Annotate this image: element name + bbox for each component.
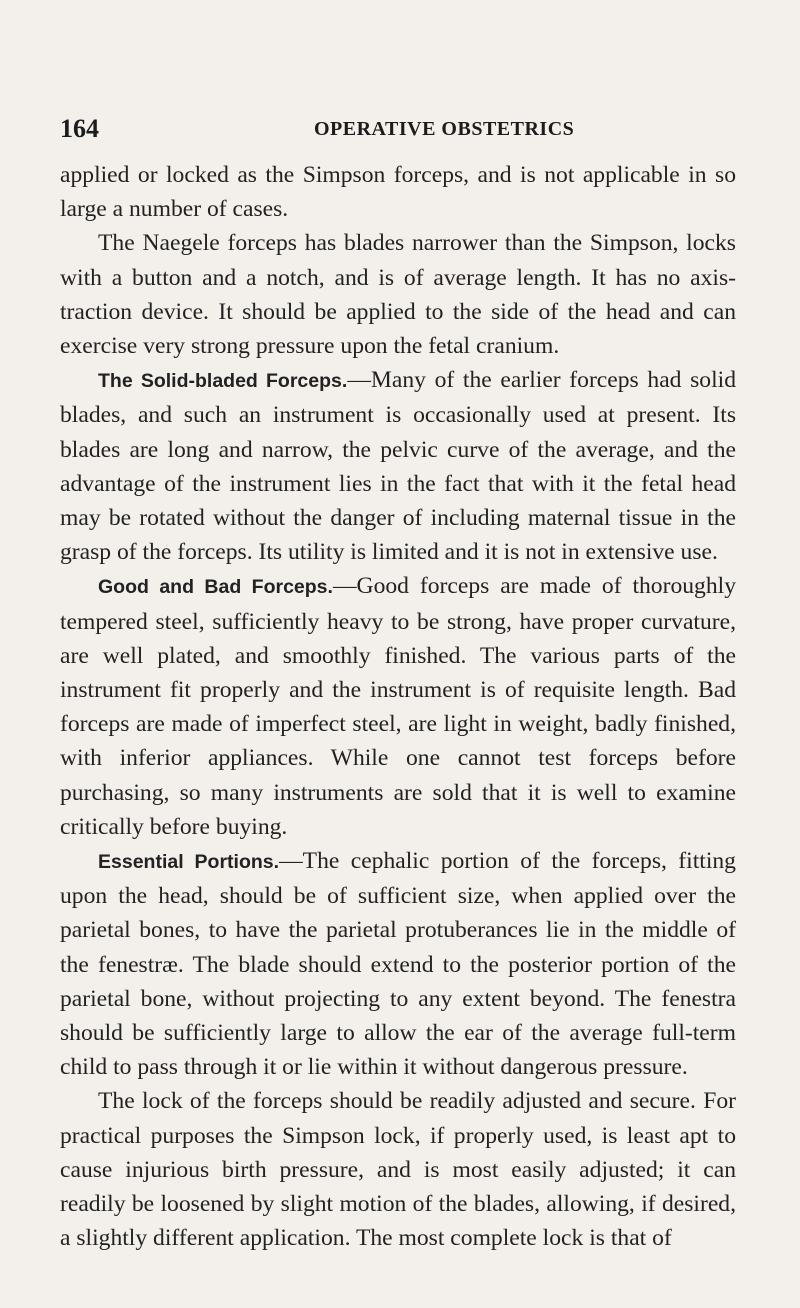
paragraph-text: —Many of the earlier forceps had solid blades, and such an instrument is occasionally used at present. Its blades are long and narrow, the pelvic curve of the average, and the advantage of the instrument lies in the fact that with it the fetal head may be rotated without the danger of including maternal tissue in the grasp of the forceps. Its utility is limited and it is not in extensive use. xyxy=(60,367,737,566)
section-heading: Good and Bad Forceps. xyxy=(98,576,333,599)
paragraph-text: The lock of the forceps should be readily adjusted and secure. For practical purposes the Simpson lock, if properly used, is least apt to cause injurious birth pressure, and is most easily adjusted; it can readily be loosened by slight motion of the blades, allowing, if desired, a slightly different application. The most complete lock is that of xyxy=(60,1088,736,1252)
running-head: OPERATIVE OBSTETRICS xyxy=(314,118,575,140)
section-heading: Essential Portions. xyxy=(98,851,280,874)
paragraph-text: —Good forceps are made of thoroughly tempered steel, sufficiently heavy to be strong, have proper curvature, are well plated, and smoothly finished. The various parts of the instrument fit properly and the instrument is of requisite length. Bad forceps are made of imperfect steel, are light in weight, badly finished, with inferior appliances. While one cannot test forceps before purchasing, so many instruments are sold that it is well to examine critically before buying. xyxy=(60,573,737,840)
body-text xyxy=(60,158,736,1256)
page-header xyxy=(60,114,740,144)
section-heading: The Solid-bladed Forceps. xyxy=(98,370,348,393)
paragraph xyxy=(60,569,736,844)
paragraph-text: The Naegele forceps has blades narrower than the Simpson, locks with a button and a notch, and is of average length. It has no axis-traction device. It should be applied to the side of the head and can exercise very strong pressure upon the fetal cranium. xyxy=(60,230,736,360)
paragraph xyxy=(60,226,736,363)
paragraph-text: applied or locked as the Simpson forceps, and is not applicable in so large a number of cases. xyxy=(60,162,736,223)
paragraph xyxy=(60,844,736,1084)
paragraph-text: —The cephalic portion of the forceps, fitting upon the head, should be of sufficient size, when applied over the parietal bones, to have the parietal protuberances lie in the middle of the fenestræ. The blade should extend to the posterior portion of the parietal bone, without projecting to any extent beyond. The fenestra should be sufficiently large to allow the ear of the average full-term child to pass through it or lie within it without dangerous pressure. xyxy=(60,848,736,1081)
paragraph xyxy=(60,363,736,569)
paragraph xyxy=(60,158,736,226)
page-number: 164 xyxy=(60,114,99,143)
paragraph xyxy=(60,1084,736,1255)
